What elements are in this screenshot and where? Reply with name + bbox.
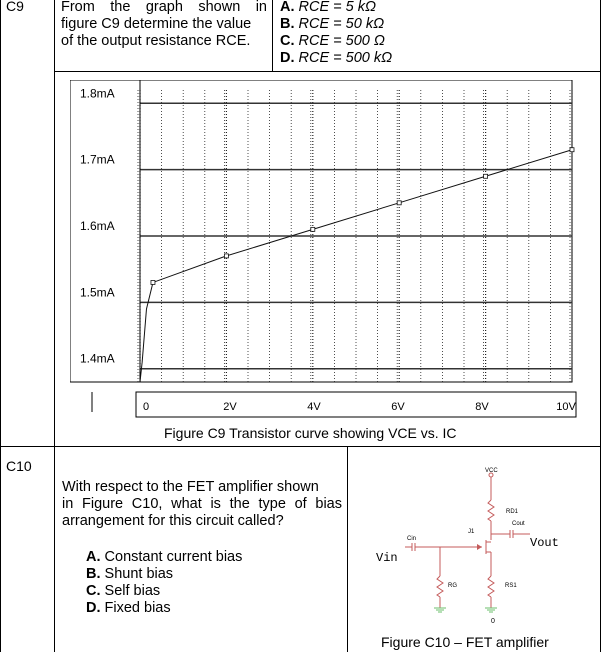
question-line: From the graph shown in xyxy=(61,0,267,15)
option-a[interactable]: A. Constant current bias xyxy=(86,549,243,565)
x-tick-label: 10V xyxy=(556,401,576,413)
label-rg: RG xyxy=(448,583,457,589)
ic-curve xyxy=(140,150,572,382)
fet-amplifier-circuit xyxy=(360,458,596,630)
label-vcc: VCC xyxy=(485,468,498,474)
transistor-curve-chart xyxy=(70,80,585,420)
question-line: figure C9 determine the value xyxy=(61,16,252,32)
question-line: arrangement for this circuit called? xyxy=(62,513,284,529)
y-tick-label: 1.6mA xyxy=(80,219,115,233)
gate-arrow-icon xyxy=(477,544,482,550)
c10-image-divider xyxy=(347,446,348,652)
question-line: in Figure C10, what is the type of bias xyxy=(62,496,342,512)
label-ground: 0 xyxy=(491,618,495,625)
row-divider xyxy=(0,446,601,447)
data-point-marker xyxy=(484,174,488,178)
options-c9 xyxy=(280,0,392,67)
question-line: With respect to the FET amplifier shown xyxy=(62,479,319,495)
x-tick-label: 8V xyxy=(475,401,489,413)
table-left-border xyxy=(0,0,1,652)
resistor-rg xyxy=(437,576,443,597)
option-d[interactable]: D. Fixed bias xyxy=(86,600,171,616)
table-col-divider xyxy=(54,0,55,652)
y-tick-label: 1.8mA xyxy=(80,86,115,101)
y-tick-label: 1.4mA xyxy=(80,351,115,366)
question-text-c10 xyxy=(62,479,342,530)
option-b[interactable]: B. RCE = 50 kΩ xyxy=(280,16,385,32)
c9-options-divider xyxy=(272,0,273,71)
y-tick-label: 1.7mA xyxy=(80,152,115,167)
label-rd1: RD1 xyxy=(506,509,519,515)
option-b[interactable]: B. Shunt bias xyxy=(86,566,174,582)
question-number-c9: C9 xyxy=(6,0,24,14)
option-c[interactable]: C. Self bias xyxy=(86,583,161,599)
data-point-marker xyxy=(151,280,155,284)
option-a[interactable]: A. RCE = 5 kΩ xyxy=(280,0,377,15)
question-line: of the output resistance RCE. xyxy=(61,33,251,49)
option-c[interactable]: C. RCE = 500 Ω xyxy=(280,33,385,49)
resistor-rs1 xyxy=(488,576,494,597)
question-text-c9 xyxy=(61,0,267,50)
data-point-marker xyxy=(311,227,315,231)
table-right-border xyxy=(600,0,601,652)
data-point-marker xyxy=(224,254,228,258)
label-j1: J1 xyxy=(468,529,475,535)
x-tick-label: 4V xyxy=(307,401,321,413)
label-cout: Cout xyxy=(512,521,525,527)
data-point-marker xyxy=(570,148,574,152)
c9-header-rule xyxy=(54,71,600,72)
figure-caption-c9: Figure C9 Transistor curve showing VCE vs. IC xyxy=(164,425,457,441)
data-point-marker xyxy=(397,201,401,205)
question-number-c10: C10 xyxy=(6,458,32,474)
label-cin: Cin xyxy=(407,536,417,542)
chart-frame xyxy=(70,80,572,382)
figure-caption-c10: Figure C10 – FET amplifier xyxy=(381,634,549,650)
x-axis-label-frame xyxy=(136,392,576,417)
x-tick-label: 6V xyxy=(391,401,405,413)
label-rs1: RS1 xyxy=(505,583,517,589)
label-vout: Vout xyxy=(530,536,559,550)
option-d[interactable]: D. RCE = 500 kΩ xyxy=(280,50,393,66)
options-c10 xyxy=(86,549,242,617)
x-tick-label: 2V xyxy=(223,401,237,413)
x-tick-label: 0 xyxy=(142,401,150,413)
label-vin: Vin xyxy=(376,551,398,565)
y-tick-label: 1.5mA xyxy=(80,285,115,300)
resistor-rd1 xyxy=(488,500,494,521)
